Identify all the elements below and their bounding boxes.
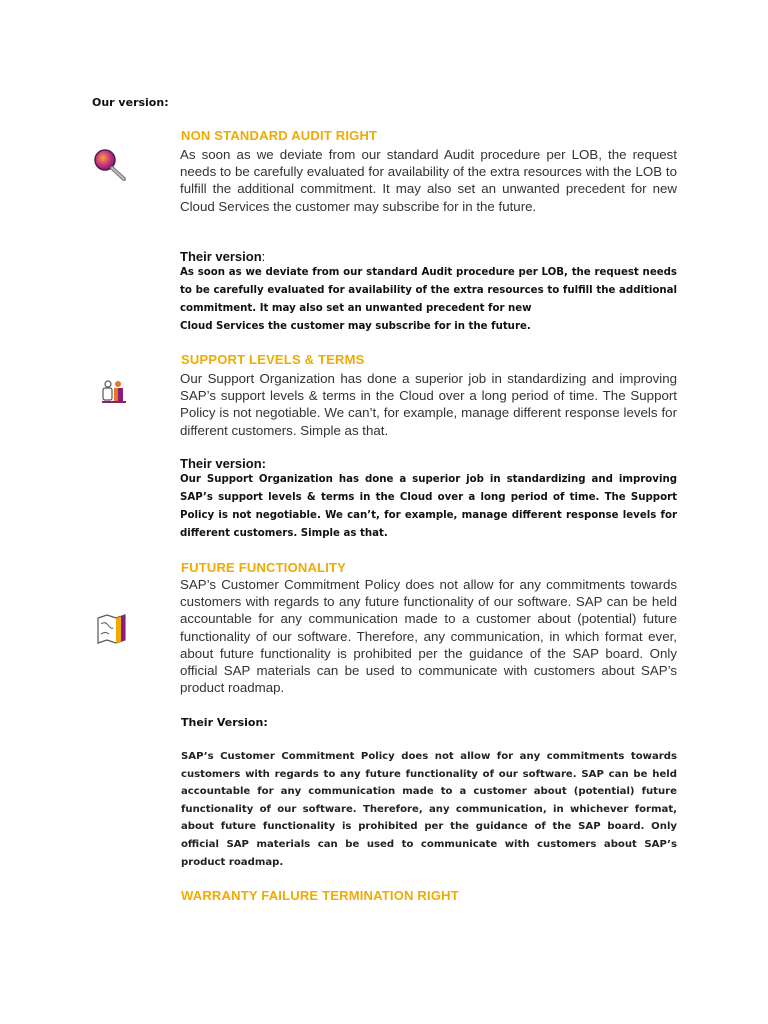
section-heading-future-functionality: FUTURE FUNCTIONALITY	[181, 560, 347, 575]
audit-their-version-label: Their version:	[180, 249, 266, 264]
future-their-text: SAP’s Customer Commitment Policy does not allow for any commitments towards customers with regards to any future functionality of our software. SAP can be held accountable for any communication made to a customer about (potential) future functionality of our software. Therefore, any communication, in whichever format, about future functionality is prohibited per the guidance of the SAP board. Only official SAP materials can be used to communicate with customers about SAP’s product roadmap.	[181, 751, 677, 868]
our-version-label: Our version:	[92, 96, 169, 109]
support-our-text: Our Support Organization has done a superior job in standardizing and improving SAP’s support levels & terms in the Cloud over a long period of time. The Support Policy is not negotiable. We can’t, for example, manage different response levels for different customers. Simple as that.	[180, 371, 677, 438]
map-icon	[95, 612, 129, 646]
audit-their-text: As soon as we deviate from our standard Audit procedure per LOB, the request needs to be carefully evaluated for availability of the extra resources to fulfill the additional commitment. It may also set an unwanted precedent for new Cloud Services the customer may subscribe for in the future.	[180, 267, 677, 332]
support-their-version-label: Their version:	[180, 456, 266, 471]
section-heading-audit-right: NON STANDARD AUDIT RIGHT	[181, 128, 378, 143]
audit-our-text: As soon as we deviate from our standard Audit procedure per LOB, the request needs to be carefully evaluated for availability of the extra resources with the LOB to fulfill the additional commitment. It may also set an unwanted precedent for new Cloud Services the customer may subscribe for in the future.	[180, 147, 677, 214]
support-people-icon	[100, 378, 128, 406]
future-their-version-label: Their Version:	[181, 716, 268, 729]
future-our-text: SAP’s Customer Commitment Policy does not allow for any commitments towards customers with regards to any future functionality of our software. SAP can be held accountable for any communication made to a customer about (potential) future functionality of our software. Therefore, any communication, in which format ever, about future functionality is prohibited per the guidance of the SAP board. Only official SAP materials can be used to communicate with customers about SAP’s product roadmap.	[180, 577, 677, 696]
support-their-text: Our Support Organization has done a superior job in standardizing and improving SAP’s support levels & terms in the Cloud over a long period of time. The Support Policy is not negotiable. We can’t, for example, manage different response levels for different customers. Simple as that.	[180, 474, 677, 539]
section-heading-warranty-failure: WARRANTY FAILURE TERMINATION RIGHT	[181, 888, 459, 903]
section-heading-support-levels: SUPPORT LEVELS & TERMS	[181, 352, 365, 367]
magnifier-icon	[92, 148, 128, 182]
